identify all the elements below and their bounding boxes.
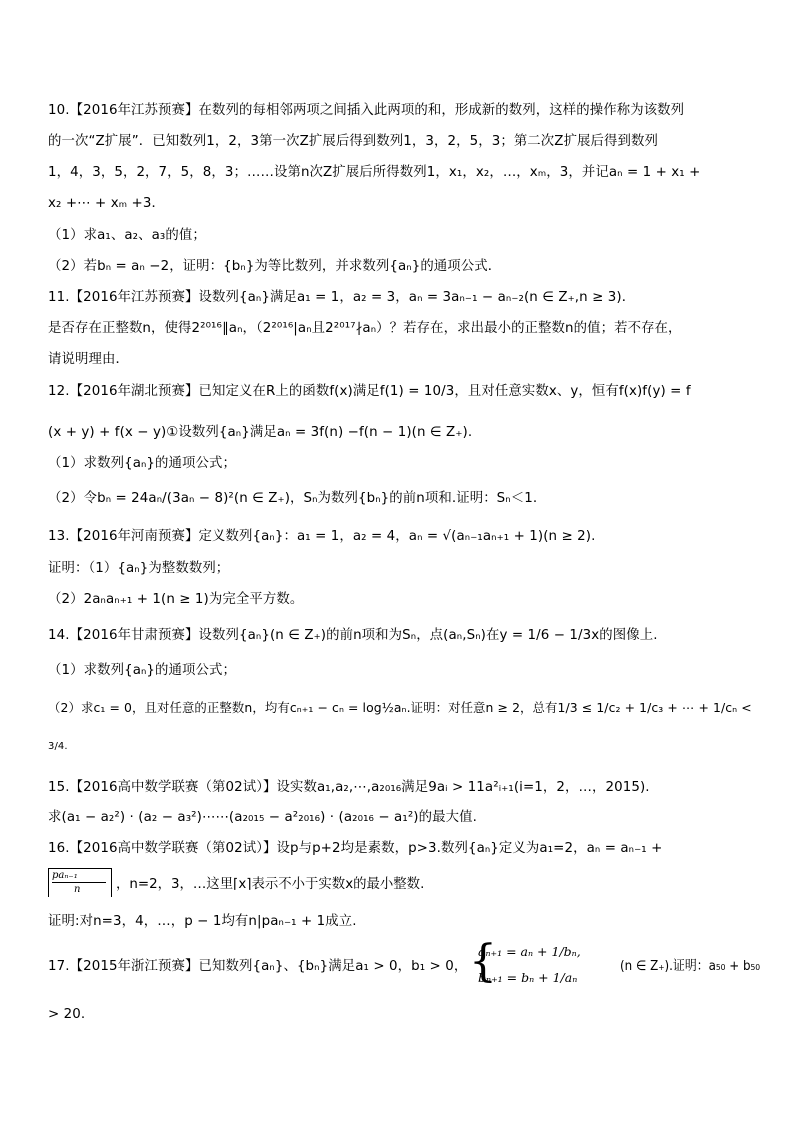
ceiling-numerator: paₙ₋₁ (52, 870, 78, 881)
fraction-bar (52, 882, 106, 883)
problem-11-line-3: 请说明理由． (48, 352, 129, 367)
ceiling-denominator: n (74, 884, 81, 895)
problem-16-line-2: ，n=2，3，…这里⌈x⌉表示不小于实数x的最小整数. (116, 877, 425, 892)
problem-16-line-1: 16.【2016高中数学联赛（第02试）】设p与p+2均是素数，p>3.数列{aₙ}定义为a₁=2，aₙ = aₙ₋₁ + (48, 841, 663, 856)
problem-13-part-1: 证明：（1）{aₙ}为整数数列； (48, 561, 230, 576)
problem-15-line-2: 求(a₁ − a₂²) · (a₂ − a₃²)⋯⋯(a₂₀₁₅ − a²₂₀₁₆) · (a₂₀₁₆ − a₁²)的最大值. (48, 810, 477, 825)
problem-12-part-1: （1）求数列{aₙ}的通项公式； (48, 456, 236, 471)
problem-11-line-1: 11.【2016年江苏预赛】设数列{aₙ}满足a₁ = 1，a₂ = 3，aₙ = 3aₙ₋₁ − aₙ₋₂(n ∈ Z₊,n ≥ 3)． (48, 290, 636, 305)
problem-17-line-1: 17.【2015年浙江预赛】已知数列{aₙ}、{bₙ}满足a₁ > 0，b₁ > 0， (48, 959, 468, 974)
problem-14-line-1: 14.【2016年甘肃预赛】设数列{aₙ}(n ∈ Z₊)的前n项和为Sₙ，点(aₙ,Sₙ)在y = 1/6 − 1/3x的图像上. (48, 628, 658, 643)
problem-12-line-2: (x + y) + f(x − y)①设数列{aₙ}满足aₙ = 3f(n) −f(n − 1)(n ∈ Z₊). (48, 425, 473, 440)
problem-12-part-2: （2）令bₙ = 24aₙ/(3aₙ − 8)²(n ∈ Z₊)，Sₙ为数列{bₙ}的前n项和.证明：Sₙ＜1. (48, 491, 538, 506)
problem-10-line-1: 10.【2016年江苏预赛】在数列的每相邻两项之间插入此两项的和，形成新的数列，这样的操作称为该数列 (48, 103, 685, 118)
problem-14-part-2: （2）求c₁ = 0，且对任意的正整数n，均有cₙ₊₁ − cₙ = log½aₙ.证明：对任意n ≥ 2，总有1/3 ≤ 1/c₂ + 1/c₃ + ⋯ + 1/cₙ < (48, 700, 752, 715)
problem-10-line-3: 1，4，3，5，2，7，5，8，3；……设第n次Z扩展后所得数列1，x₁，x₂，…，xₘ，3，并记aₙ = 1 + x₁ + (48, 165, 701, 180)
problem-17-tail: (n ∈ Z₊).证明：a₅₀ + b₅₀ (620, 959, 761, 974)
problem-12-line-1: 12.【2016年湖北预赛】已知定义在R上的函数f(x)满足f(1) = 10/3，且对任意实数x、y，恒有f(x)f(y) = f (48, 384, 691, 399)
problem-10-line-4: x₂ +⋯ + xₘ +3． (48, 196, 165, 211)
system-brace: { (469, 936, 497, 987)
problem-15-line-1: 15.【2016高中数学联赛（第02试）】设实数a₁,a₂,⋯,a₂₀₁₆满足9aᵢ > 11a²ᵢ₊₁(i=1，2，…，2015). (48, 780, 650, 795)
problem-10-line-2: 的一次“Z扩展”．已知数列1，2，3第一次Z扩展后得到数列1，3，2，5，3；第二次Z扩展后得到数列 (48, 134, 659, 149)
problem-17-line-2: > 20. (48, 1007, 86, 1022)
problem-14-continuation: 3/4. (48, 741, 68, 752)
system-equation-1: aₙ₊₁ = aₙ + 1/bₙ, (478, 944, 581, 959)
problem-10-part-1: （1）求a₁、a₂、a₃的值； (48, 228, 206, 243)
problem-14-part-1: （1）求数列{aₙ}的通项公式； (48, 663, 236, 678)
problem-13-part-2: （2）2aₙaₙ₊₁ + 1(n ≥ 1)为完全平方数。 (48, 592, 304, 607)
problem-11-line-2: 是否存在正整数n，使得2²⁰¹⁶∥aₙ，（2²⁰¹⁶|aₙ且2²⁰¹⁷∤aₙ）？若存在，求出最小的正整数n的值；若不存在， (48, 321, 682, 336)
problem-13-line-1: 13.【2016年河南预赛】定义数列{aₙ}：a₁ = 1，a₂ = 4，aₙ = √(aₙ₋₁aₙ₊₁ + 1)(n ≥ 2). (48, 529, 596, 544)
problem-10-part-2: （2）若bₙ = aₙ −2，证明：{bₙ}为等比数列，并求数列{aₙ}的通项公式． (48, 259, 502, 274)
problem-16-line-3: 证明:对n=3，4，…，p − 1均有n|paₙ₋₁ + 1成立. (48, 914, 357, 929)
system-equation-2: bₙ₊₁ = bₙ + 1/aₙ (478, 970, 578, 985)
